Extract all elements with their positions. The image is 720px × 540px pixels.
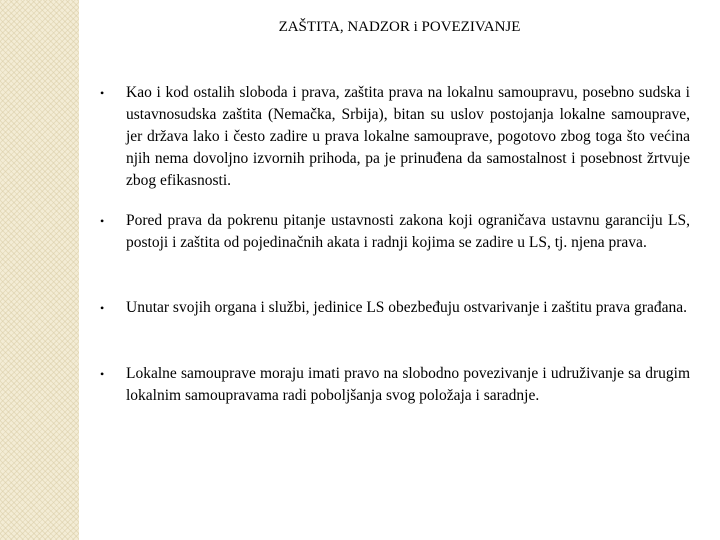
bullet-item-4 xyxy=(100,363,690,407)
decorative-side-band xyxy=(0,0,79,540)
bullet-text: Pored prava da pokrenu pitanje ustavnosti zakona koji ograničava ustavnu garanciju LS, postoji i zaštita od pojedinačnih akata i radnji kojima se zadire u LS, tj. njena prava. xyxy=(126,212,690,251)
bullet-icon: • xyxy=(100,367,105,381)
bullet-icon: • xyxy=(100,301,105,315)
bullet-item-3 xyxy=(100,297,690,319)
bullet-text: Lokalne samouprave moraju imati pravo na slobodno povezivanje i udruživanje sa drugim lokalnim samoupravama radi poboljšanja svog položaja i saradnje. xyxy=(126,365,690,404)
bullet-icon: • xyxy=(100,86,105,100)
bullet-item-1 xyxy=(100,82,690,192)
bullet-item-2 xyxy=(100,210,690,254)
bullet-text: Kao i kod ostalih sloboda i prava, zaštita prava na lokalnu samoupravu, posebno sudska i ustavnosudska zaštita (Nemačka, Srbija), bitan su uslov postojanja lokalne samouprave, jer država lako i često zadire u prava lokalne samouprave, pogotovo zbog toga što većina njih nema dovoljno izvornih prihoda, pa je prinuđena da samostalnost i posebnost žrtvuje zbog efikasnosti. xyxy=(126,84,690,189)
slide-title: ZAŠTITA, NADZOR i POVEZIVANJE xyxy=(278,19,521,35)
bullet-text: Unutar svojih organa i službi, jedinice LS obezbeđuju ostvarivanje i zaštitu prava građana. xyxy=(126,299,687,316)
bullet-icon: • xyxy=(100,214,105,228)
